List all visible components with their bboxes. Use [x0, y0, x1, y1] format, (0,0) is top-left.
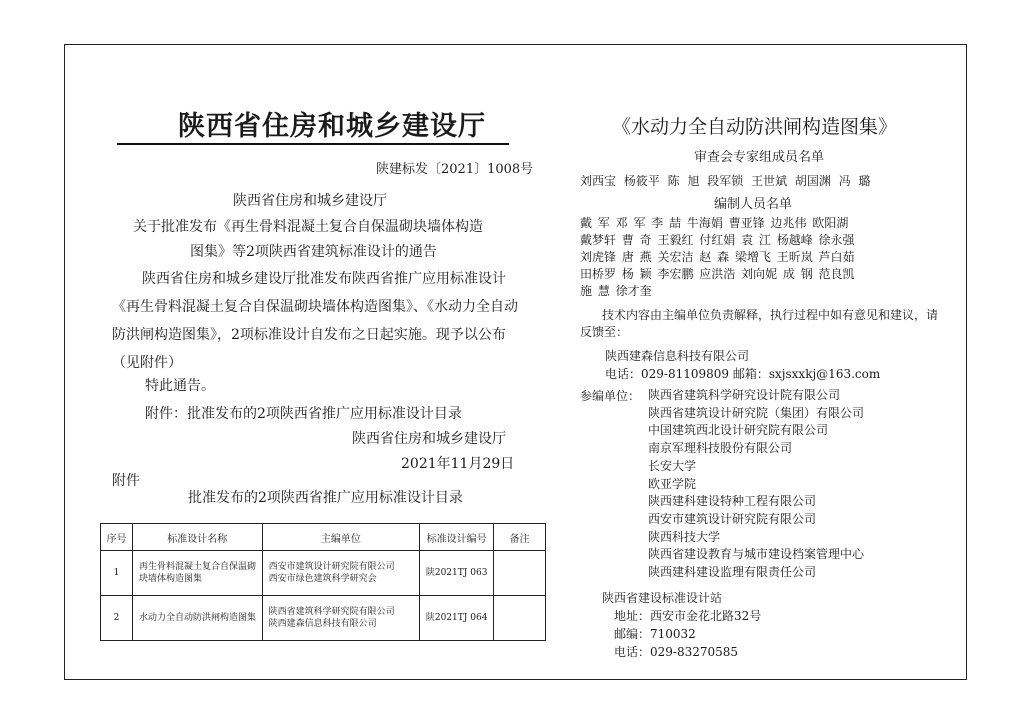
- editor-line: 戴梦轩 曹 奇 王毅红 付红娟 袁 江 杨越峰 徐永强: [580, 233, 855, 247]
- list-title: 批准发布的2项陕西省推广应用标准设计目录: [188, 490, 463, 506]
- contact-info: 电话：029-81109809 邮箱：sxjsxxkj@163.com: [605, 367, 881, 381]
- notice-text: 特此通告。: [145, 378, 215, 394]
- table-row: [101, 551, 546, 596]
- list-item: 陕西省建筑设计研究院（集团）有限公司: [648, 405, 865, 420]
- row-code: 陕2021TJ 063: [420, 551, 494, 596]
- table-row: [101, 596, 546, 641]
- editor-names: [580, 215, 940, 300]
- station-phone: 电话：029-83270585: [614, 645, 739, 659]
- body-paragraph: [112, 265, 522, 377]
- editor-line: 戴 军 邓 军 李 喆 牛海娟 曹亚锋 边兆伟 欧阳湖: [580, 216, 849, 230]
- attachment-label: 附件: [112, 473, 140, 489]
- row-name: 再生骨料混凝土复合自保温砌块墙体构造图集: [132, 551, 262, 596]
- row-units: [262, 596, 420, 641]
- expert-names: 刘西宝 杨筱平 陈 旭 段军锁 王世斌 胡国渊 冯 璐: [580, 174, 871, 188]
- station-postcode: 邮编：710032: [614, 627, 696, 641]
- header-name: 标准设计名称: [132, 524, 262, 551]
- header-no: 序号: [101, 524, 133, 551]
- row-code: 陕2021TJ 064: [420, 596, 494, 641]
- station-name: 陕西省建设标准设计站: [602, 591, 723, 605]
- review-heading: 审查会专家组成员名单: [694, 150, 825, 165]
- row-unit-2: 陕西建森信息科技有限公司: [268, 619, 377, 629]
- row-name: 水动力全自动防洪闸构造图集: [132, 596, 262, 641]
- header-unit: 主编单位: [262, 524, 420, 551]
- subject-line-1: 关于批准发布《再生骨料混凝土复合自保温砌块墙体构造: [133, 219, 483, 235]
- list-item: 陕西省建筑科学研究设计院有限公司: [648, 388, 841, 402]
- row-unit-1: 陕西省建筑科学研究院有限公司: [268, 607, 395, 617]
- list-item: 南京军理科技股份有限公司: [648, 441, 793, 456]
- row-units: [262, 551, 420, 596]
- participants-label: 参编单位：: [580, 389, 641, 403]
- header-note: 备注: [494, 524, 546, 551]
- station-address: 地址：西安市金花北路32号: [614, 609, 762, 623]
- attachment-line: 附件：批准发布的2项陕西省推广应用标准设计目录: [145, 406, 462, 422]
- list-item: 陕西科技大学: [648, 529, 721, 544]
- header-code: 标准设计编号: [420, 524, 494, 551]
- list-item: 中国建筑西北设计研究院有限公司: [648, 423, 829, 438]
- org-title: 陕西省住房和城乡建设厅: [178, 111, 486, 142]
- row-unit-2: 西安市绿色建筑科学研究会: [268, 574, 377, 584]
- standards-table: [100, 523, 546, 641]
- row-no: 2: [101, 596, 133, 641]
- list-item: 陕西省建设教育与城市建设档案管理中心: [648, 547, 865, 562]
- list-item: 陕西建科建设监理有限责任公司: [648, 565, 817, 580]
- issuer-name: 陕西省住房和城乡建设厅: [233, 193, 387, 209]
- signature-org: 陕西省住房和城乡建设厅: [352, 431, 506, 447]
- editors-heading: 编制人员名单: [714, 197, 793, 212]
- body-paragraph-text: 陕西省住房和城乡建设厅批准发布陕西省推广应用标准设计《再生骨料混凝土复合自保温砌块墙体构造图集》、《水动力全自动防洪闸构造图集》，2项标准设计自发布之日起实施。现予以公布（见附件）: [112, 271, 518, 371]
- tech-note: 技术内容由主编单位负责解释，执行过程中如有意见和建议，请反馈至：: [580, 308, 939, 339]
- row-no: 1: [101, 551, 133, 596]
- editor-line: 田桥罗 杨 颖 李宏鹏 应洪浩 刘向妮 成 钢 范良凯: [580, 267, 855, 281]
- participant-list: [648, 387, 864, 582]
- contact-company: 陕西建森信息科技有限公司: [605, 349, 750, 363]
- list-item: 长安大学: [648, 458, 697, 473]
- document-number: 陕建标发〔2021〕1008号: [376, 162, 534, 177]
- row-unit-1: 西安市建筑设计研究院有限公司: [268, 562, 395, 572]
- list-item: 西安市建筑设计研究院有限公司: [648, 511, 817, 526]
- list-item: 欧亚学院: [648, 476, 697, 491]
- subject-line-2: 图集》等2项陕西省建筑标准设计的通告: [190, 244, 437, 260]
- table-header-row: [101, 524, 546, 551]
- row-note: [494, 596, 546, 641]
- row-note: [494, 551, 546, 596]
- editor-line: 施 慧 徐才奎: [580, 284, 652, 298]
- signature-date: 2021年11月29日: [401, 456, 515, 472]
- editor-line: 刘虎锋 唐 燕 关宏洁 赵 森 梁增飞 王昕岚 芦白茹: [580, 250, 855, 264]
- title-underline: [117, 143, 509, 145]
- atlas-title: 《水动力全自动防洪闸构造图集》: [612, 116, 898, 138]
- list-item: 陕西建科建设特种工程有限公司: [648, 494, 817, 509]
